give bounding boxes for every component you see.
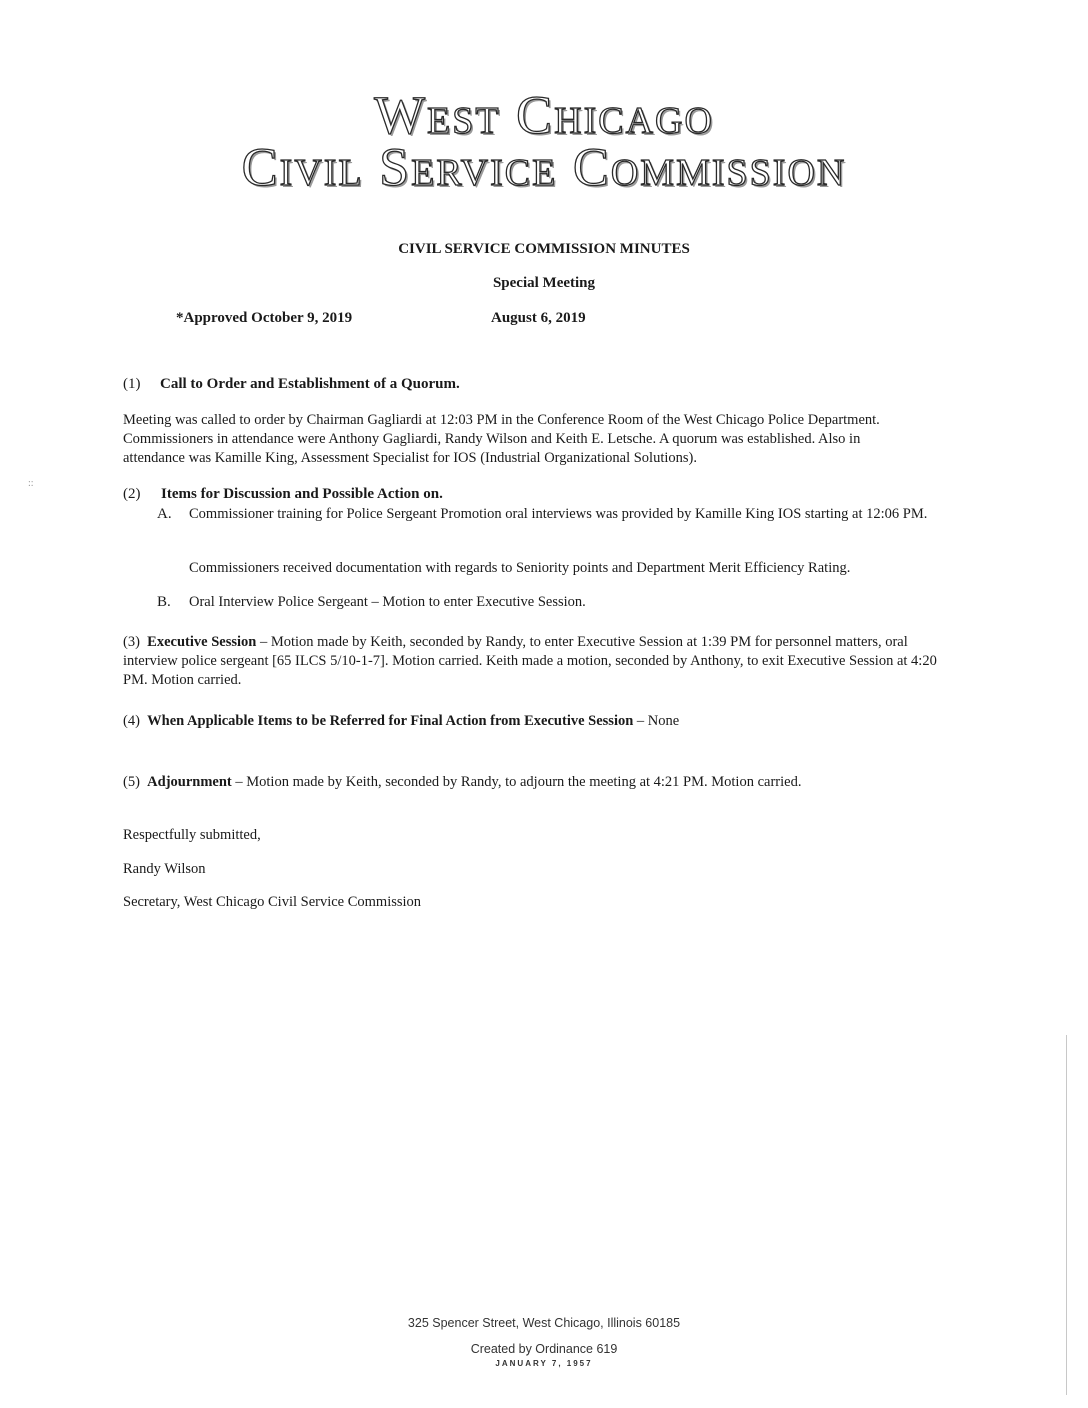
letterhead-line-1: West Chicago <box>374 85 714 145</box>
item-4-heading: When Applicable Items to be Referred for Final Action from Executive Session <box>147 713 634 729</box>
scan-edge-line <box>1066 1035 1067 1395</box>
item-4-body: – None <box>633 713 680 729</box>
meeting-type: Special Meeting <box>492 275 596 291</box>
item-5-heading: Adjournment <box>147 774 232 790</box>
closing-name: Randy Wilson <box>123 861 206 877</box>
item-2b-text: Oral Interview Police Sergeant – Motion to enter Executive Session. <box>189 594 586 610</box>
item-2-heading: Items for Discussion and Possible Action on. <box>161 486 443 502</box>
item-1-body: Meeting was called to order by Chairman Gagliardi at 12:03 PM in the Conference Room of the West Chicago Police Department. Commissioners in attendance were Anthony Gagliardi, Randy Wilson and Keith E. Letsche. A quorum was established. Also in attendance was Kamille King, Assessment Specialist for IOS (Industrial Organizational Solutions). <box>123 412 880 466</box>
item-5-number: (5) <box>123 774 140 790</box>
item-3-heading: Executive Session <box>147 634 257 650</box>
footer-address: 325 Spencer Street, West Chicago, Illinois 60185 <box>407 1316 681 1330</box>
footer-created: Created by Ordinance 619 <box>470 1342 618 1356</box>
item-4 <box>123 712 953 731</box>
letterhead-line-2: Civil Service Commission <box>241 137 847 197</box>
item-3-body: – Motion made by Keith, seconded by Randy, to enter Executive Session at 1:39 PM for personnel matters, oral interview police sergeant [65 ILCS 5/10-1-7]. Motion carried. Keith made a motion, seconded by Anthony, to exit Executive Session at 4:20 PM. Motion carried. <box>123 634 937 688</box>
closing-salutation: Respectfully submitted, <box>123 827 261 843</box>
item-5-body: – Motion made by Keith, seconded by Randy, to adjourn the meeting at 4:21 PM. Motion carried. <box>231 774 802 790</box>
footer-date: JANUARY 7, 1957 <box>495 1359 593 1368</box>
item-2a-note: Commissioners received documentation with regards to Seniority points and Department Merit Efficiency Rating. <box>189 560 851 576</box>
item-1-heading: Call to Order and Establishment of a Quorum. <box>160 376 460 392</box>
approved-note: *Approved October 9, 2019 <box>176 310 353 326</box>
item-2a-letter: A. <box>157 506 172 522</box>
item-2-number: (2) <box>123 486 141 502</box>
item-3-number: (3) <box>123 634 140 650</box>
document-title: CIVIL SERVICE COMMISSION MINUTES <box>398 241 690 257</box>
item-2a-text: Commissioner training for Police Sergeant Promotion oral interviews was provided by Kamille King IOS starting at 12:06 PM. <box>189 506 928 522</box>
item-1-number: (1) <box>123 376 141 392</box>
item-5 <box>123 773 953 792</box>
item-4-number: (4) <box>123 713 140 729</box>
margin-mark: :: <box>28 478 34 489</box>
item-2b-letter: B. <box>157 594 171 610</box>
closing-title: Secretary, West Chicago Civil Service Commission <box>123 894 422 910</box>
item-3 <box>123 633 953 690</box>
meeting-date: August 6, 2019 <box>491 310 586 326</box>
